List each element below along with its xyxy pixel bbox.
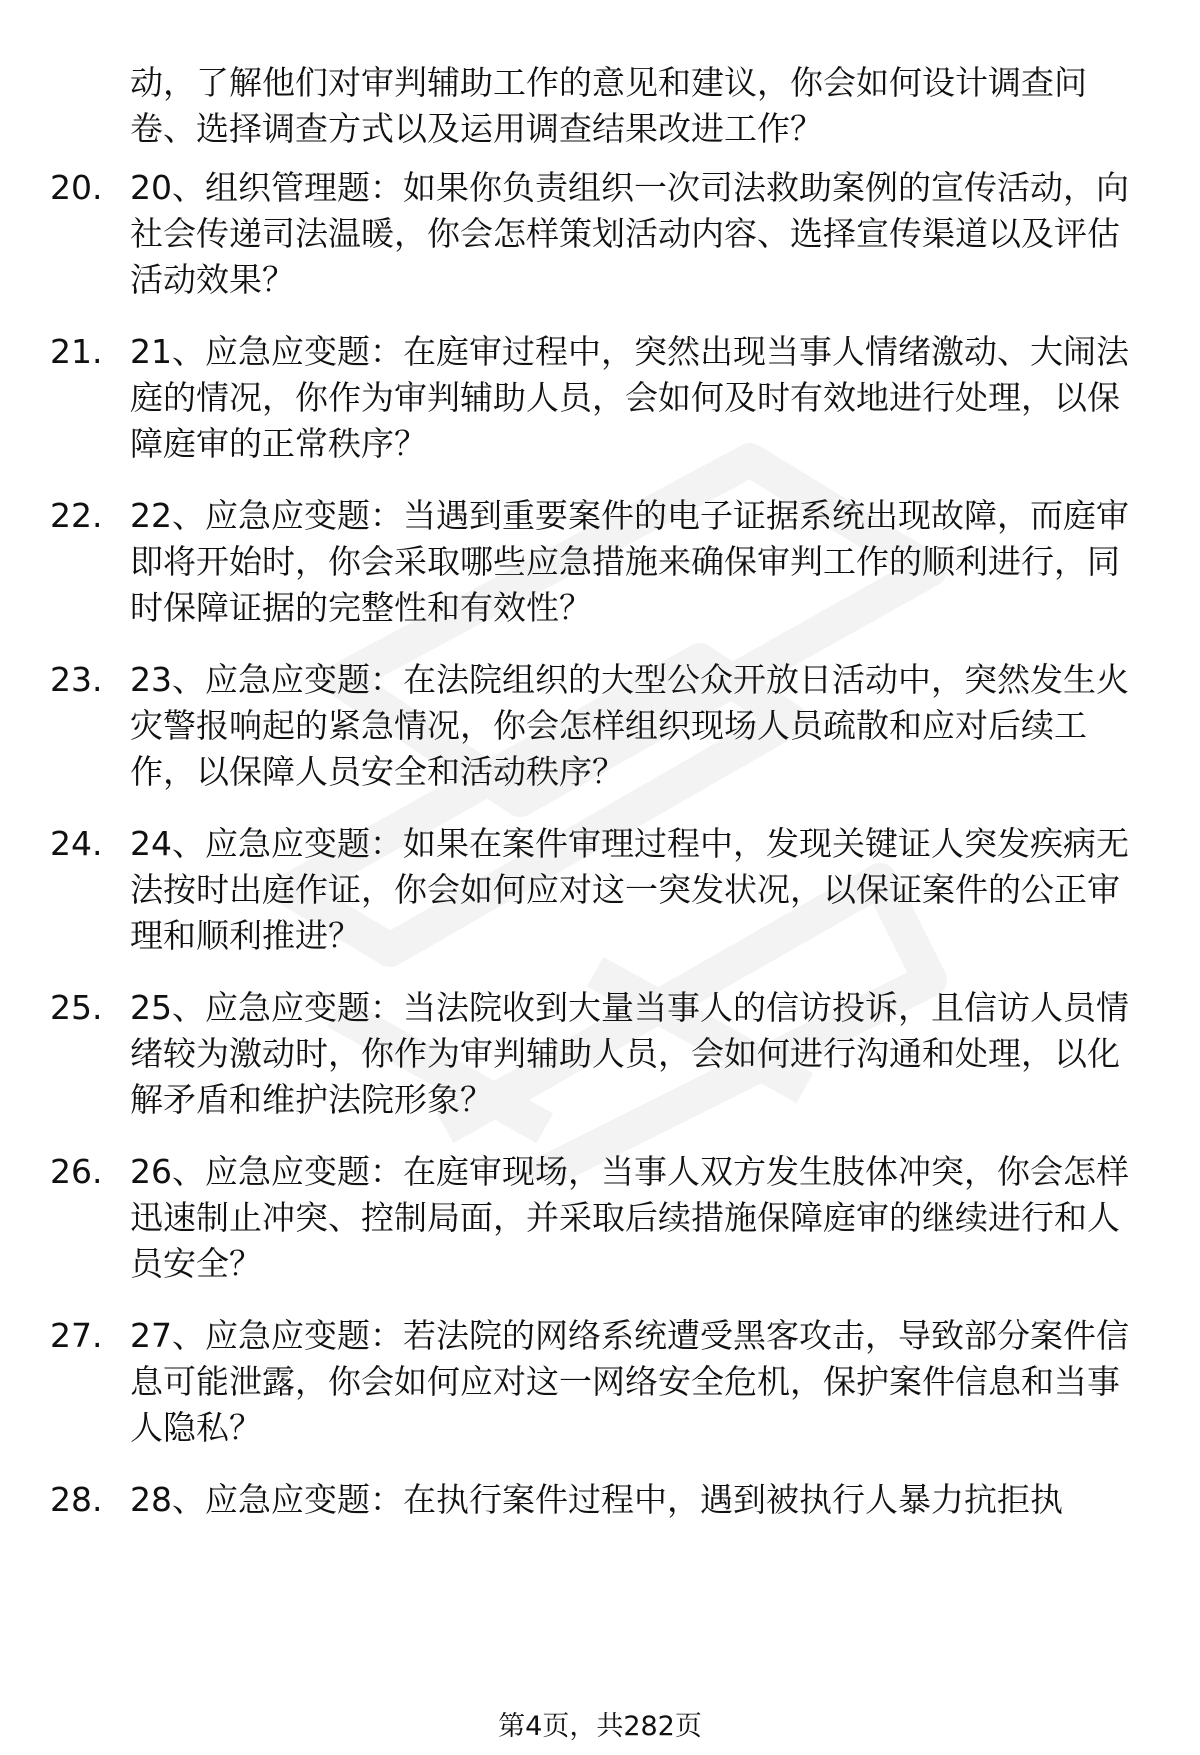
question-item-20 [0, 165, 1200, 305]
question-item-21 [0, 329, 1200, 469]
item-number: 23. [50, 660, 103, 699]
page-footer: 第4页，共282页 [498, 1711, 702, 1742]
item-text: 28、应急应变题：在执行案件过程中，遇到被执行人暴力抗拒执 [130, 1480, 1063, 1519]
item-number: 27. [50, 1316, 103, 1355]
item-text: 22、应急应变题：当遇到重要案件的电子证据系统出现故障，而庭审即将开始时，你会采取哪些应急措施来确保审判工作的顺利进行，同时保障证据的完整性和有效性？ [130, 496, 1129, 627]
item-text: 20、组织管理题：如果你负责组织一次司法救助案例的宣传活动，向社会传递司法温暖，你会怎样策划活动内容、选择宣传渠道以及评估活动效果？ [130, 168, 1129, 299]
item-number: 20. [50, 168, 103, 207]
item-text: 23、应急应变题：在法院组织的大型公众开放日活动中，突然发生火灾警报响起的紧急情况，你会怎样组织现场人员疏散和应对后续工作，以保障人员安全和活动秩序？ [130, 660, 1129, 791]
item-number: 26. [50, 1152, 103, 1191]
item-text: 25、应急应变题：当法院收到大量当事人的信访投诉，且信访人员情绪较为激动时，你作为审判辅助人员，会如何进行沟通和处理，以化解矛盾和维护法院形象？ [130, 988, 1129, 1119]
question-item-24 [0, 821, 1200, 961]
item-number: 21. [50, 332, 103, 371]
item-number: 22. [50, 496, 103, 535]
question-item-27 [0, 1313, 1200, 1453]
item-text: 24、应急应变题：如果在案件审理过程中，发现关键证人突发疾病无法按时出庭作证，你会如何应对这一突发状况，以保证案件的公正审理和顺利推进？ [130, 824, 1129, 955]
item-text: 27、应急应变题：若法院的网络系统遭受黑客攻击，导致部分案件信息可能泄露，你会如何应对这一网络安全危机，保护案件信息和当事人隐私？ [130, 1316, 1129, 1447]
question-item-22 [0, 493, 1200, 633]
item-number: 24. [50, 824, 103, 863]
item-text: 26、应急应变题：在庭审现场，当事人双方发生肢体冲突，你会怎样迅速制止冲突、控制局面，并采取后续措施保障庭审的继续进行和人员安全？ [130, 1152, 1129, 1283]
item-text: 21、应急应变题：在庭审过程中，突然出现当事人情绪激动、大闹法庭的情况，你作为审判辅助人员，会如何及时有效地进行处理，以保障庭审的正常秩序？ [130, 332, 1129, 463]
question-item-25 [0, 985, 1200, 1125]
item-number: 28. [50, 1480, 103, 1519]
question-item-26 [0, 1149, 1200, 1289]
item-number: 25. [50, 988, 103, 1027]
continuation-paragraph: 动，了解他们对审判辅助工作的意见和建议，你会如何设计调查问卷、选择调查方式以及运用调查结果改进工作？ [130, 63, 1087, 148]
question-item-23 [0, 657, 1200, 797]
question-item-28 [0, 1477, 1200, 1527]
